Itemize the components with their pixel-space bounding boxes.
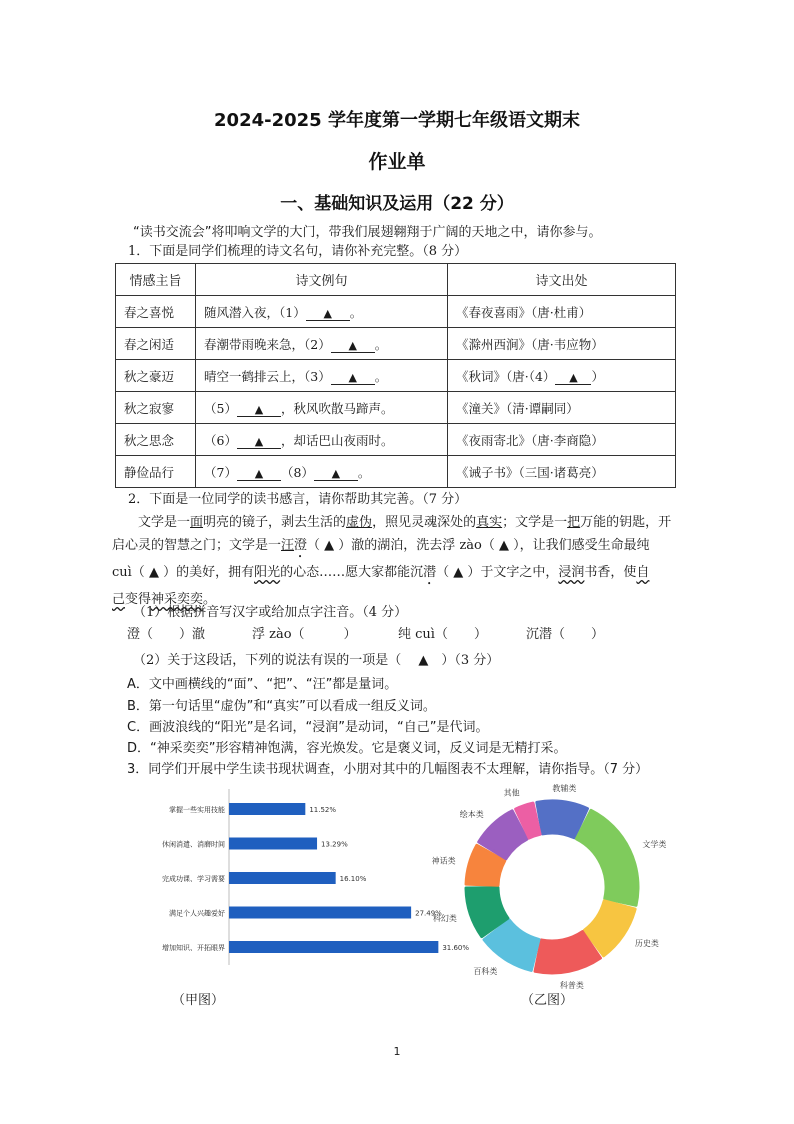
donut-label: 其他 [503,788,520,798]
wavy-word: 阳光 [254,565,281,580]
reading-paragraph: 文学是一面明亮的镜子，剥去生活的虚伪，照见灵魂深处的真实；文学是一把万能的钥匙，开 启心灵的智慧之门；文学是一汪澄（ ▲ ）澈的湖泊，洗去浮 zào（ ▲ ），让我们感受生命最纯 cuì（ ▲ ）的美好，拥有阳光的心态……愿大家都能沉潜（ ▲ ）于文字之中，浸润书香，使自 己变得神采奕奕。 [112,515,672,607]
table-header: 情感主旨 [116,264,196,296]
donut-label: 科普类 [559,981,584,991]
page-title: 2024-2025 学年度第一学期七年级语文期末 [214,110,580,131]
q1-prompt: 1．下面是同学们梳理的诗文名句，请你补充完整。（8 分） [128,244,468,259]
table-row [116,456,676,488]
bar-value-label: 13.29% [321,840,348,849]
option-c: C．画波浪线的“阳光”是名词，“浸润”是动词，“自己”是代词。 [127,720,489,735]
underlined-word: 真实 [476,515,503,530]
verse-text: 。 [374,368,388,384]
answer-blank[interactable]: ▲ [237,433,281,449]
underlined-word: 汪 [281,538,295,553]
source-text: ） [591,368,604,384]
verse-text: 。 [357,464,371,480]
bar [229,838,317,850]
verse-text: ，却话巴山夜雨时。 [280,432,394,448]
source-cell: 《潼关》（清·谭嗣同） [448,392,676,424]
caption-a: （甲图） [172,993,225,1008]
bar-value-label: 27.49% [415,909,442,918]
option-b: B．第一句话里“虚伪”和“真实”可以看成一组反义词。 [127,699,436,714]
wavy-word: 己 [112,592,126,607]
answer-blank[interactable]: ▲ [237,401,281,417]
pinyin-item: 沉潜（ ） [526,627,605,642]
q2-sub1: （1）根据拼音写汉字或给加点字注音。（4 分） [133,605,408,620]
answer-blank[interactable]: ▲ [331,337,375,353]
caption-b: （乙图） [521,993,574,1008]
donut-label: 绘本类 [459,809,484,819]
page-number: 1 [393,1045,401,1058]
bar [229,941,438,953]
bar [229,872,336,884]
dotted-char: 澄 [294,538,308,553]
section-heading: 一、基础知识及运用（22 分） [280,194,514,214]
underlined-word: 面 [190,515,204,530]
donut-label: 历史类 [634,938,659,948]
wavy-word: 自 [636,565,650,580]
answer-blank[interactable]: ▲ [306,305,350,321]
theme-cell: 春之闲适 [116,328,196,360]
donut-slice [576,810,638,905]
bar-category-label: 掌握一些实用技能 [169,806,225,814]
answer-blank[interactable]: ▲ [555,369,591,385]
table-header: 诗文例句 [196,264,448,296]
verse-cell [196,424,448,456]
donut-label: 神话类 [431,856,456,866]
table-header: 诗文出处 [448,264,676,296]
table-row [116,392,676,424]
verse-cell [196,328,448,360]
q3-prompt: 3．同学们开展中学生读书现状调查，小朋对其中的几幅图表不太理解，请你指导。（7 分） [127,762,649,777]
table-row [116,424,676,456]
q2-prompt: 2．下面是一位同学的读书感言，请你帮助其完善。（7 分） [128,492,468,507]
bar [229,907,411,919]
bar-category-label: 满足个人兴趣爱好 [169,909,225,918]
option-d: D．“神采奕奕”形容精神饱满，容光焕发。它是褒义词，反义词是无精打采。 [127,741,567,756]
bar-value-label: 11.52% [309,806,337,814]
answer-blank[interactable]: ▲ [314,465,358,481]
verse-text: （6） [204,432,237,448]
donut-label: 百科类 [473,966,498,976]
donut-chart [414,782,704,991]
verse-text: 随风潜入夜，（1） [204,304,306,320]
donut-label: 教辅类 [552,783,577,793]
donut-label: 科幻类 [432,913,457,923]
table-row [116,328,676,360]
bar [229,803,305,815]
verse-text: ，秋风吹散马蹄声。 [280,400,394,416]
source-cell: 《夜雨寄北》（唐·李商隐） [448,424,676,456]
theme-cell: 秋之思念 [116,424,196,456]
bar-value-label: 16.10% [339,875,367,883]
underlined-word: 虚伪 [346,515,373,530]
poem-table [115,263,676,488]
wavy-word: 浸润 [558,565,585,580]
verse-cell [196,360,448,392]
verse-cell [196,392,448,424]
bar-value-label: 31.60% [442,944,470,952]
option-a: A．文中画横线的“面”、“把”、“汪”都是量词。 [127,677,398,692]
theme-cell: 春之喜悦 [116,296,196,328]
wavy-word: 神采奕奕 [151,592,204,607]
table-row [116,296,676,328]
verse-text: 春潮带雨晚来急，（2） [204,336,331,352]
q2-sub2: （2）关于这段话，下列的说法有误的一项是（ ▲ ）（3 分） [133,653,500,668]
bar-category-label: 休闲消遣、消磨时间 [162,840,225,849]
source-cell [448,360,676,392]
theme-cell: 秋之寂寥 [116,392,196,424]
source-cell: 《诫子书》（三国·诸葛亮） [448,456,676,488]
underlined-word: 把 [567,515,581,530]
answer-blank[interactable]: ▲ [237,465,281,481]
theme-cell: 秋之豪迈 [116,360,196,392]
verse-text: 。 [374,336,388,352]
table-row [116,360,676,392]
verse-text: 。 [349,304,363,320]
verse-text: 晴空一鹤排云上，（3） [204,368,331,384]
pinyin-item: 浮 zào（ ） [252,627,357,642]
verse-text: （8） [280,464,314,480]
source-cell: 《滁州西涧》（唐·韦应物） [448,328,676,360]
pinyin-item: 澄（ ）澈 [127,627,206,642]
source-text: 《秋词》（唐·（4） [456,368,556,384]
theme-cell: 静俭品行 [116,456,196,488]
page-subtitle: 作业单 [368,151,426,173]
answer-blank[interactable]: ▲ [331,369,375,385]
bar-category-label: 完成功课、学习需要 [162,875,225,883]
pinyin-item: 纯 cuì（ ） [398,627,487,642]
donut-label: 文学类 [642,840,667,850]
verse-text: （7） [204,464,237,480]
table-header-row [116,264,676,296]
intro-text: “读书交流会”将叩响文学的大门，带我们展翅翱翔于广阔的天地之中，请你参与。 [133,225,602,240]
bar-category-label: 增加知识、开拓眼界 [162,944,225,952]
source-cell: 《春夜喜雨》（唐·杜甫） [448,296,676,328]
dotted-char: 潜 [423,565,437,580]
verse-text: （5） [204,400,237,416]
verse-cell [196,296,448,328]
verse-cell [196,456,448,488]
